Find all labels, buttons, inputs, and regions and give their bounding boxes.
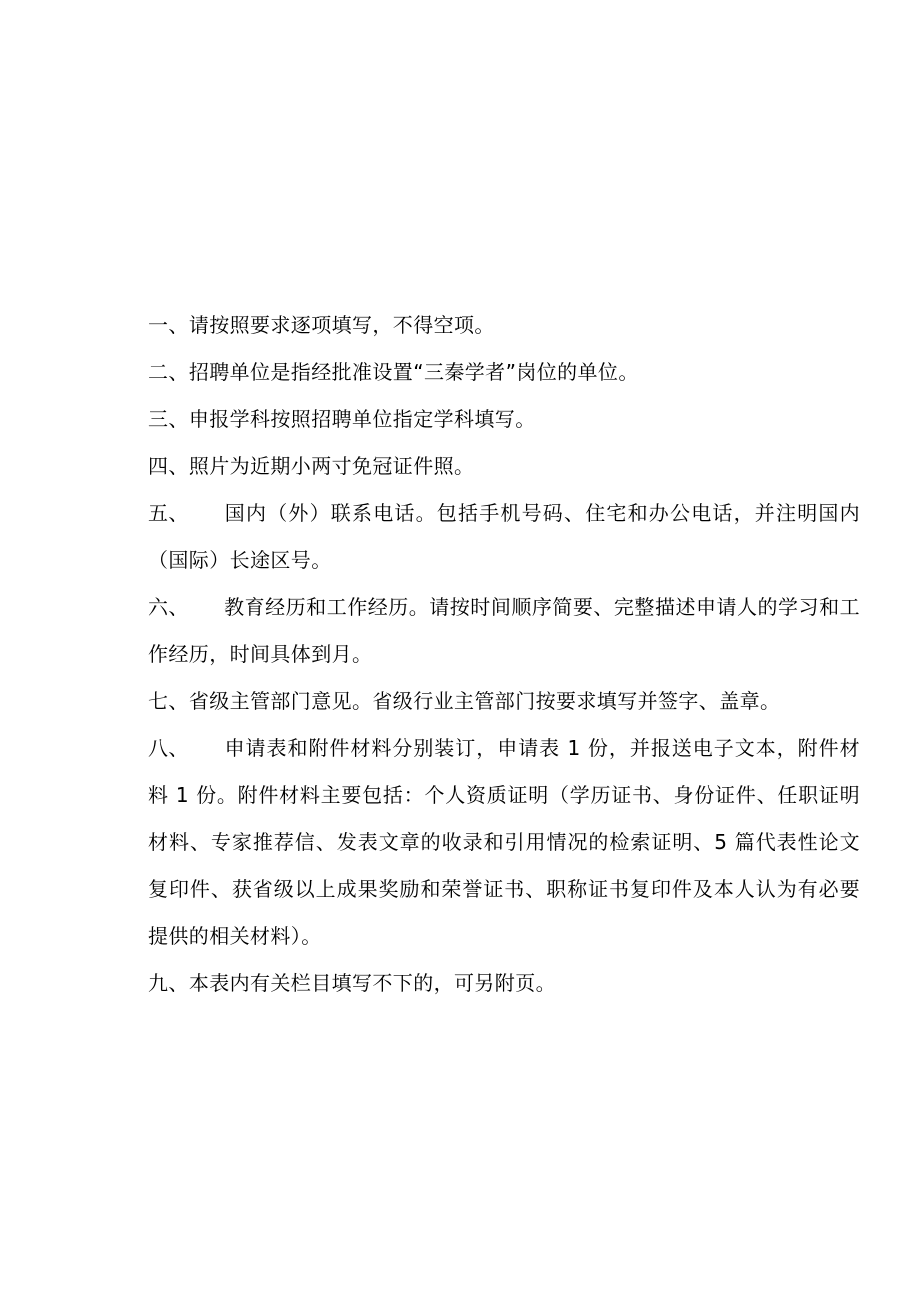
instruction-item-3: [148, 396, 860, 443]
instruction-item-8: [148, 725, 860, 960]
instruction-text: 招聘单位是指经批准设置“三秦学者”岗位的单位。: [188, 360, 639, 384]
instruction-item-6: [148, 584, 860, 678]
instruction-text: 请按照要求逐项填写，不得空项。: [188, 313, 495, 337]
instruction-number: 七、: [148, 689, 189, 713]
instruction-number: 九、: [148, 971, 189, 995]
instruction-number: 一、: [148, 313, 189, 337]
instruction-item-2: [148, 349, 860, 396]
instruction-number: 八、: [148, 736, 189, 760]
instruction-number: 二、: [148, 360, 189, 384]
instruction-item-7: [148, 678, 860, 725]
instruction-item-4: [148, 443, 860, 490]
instruction-number: 三、: [148, 407, 189, 431]
instruction-item-1: [148, 302, 860, 349]
instructions-list: [148, 302, 860, 1007]
instruction-number: 五、: [148, 501, 189, 525]
instruction-text: 省级主管部门意见。省级行业主管部门按要求填写并签字、盖章。: [188, 689, 781, 713]
instruction-text: 教育经历和工作经历。请按时间顺序简要、完整描述申请人的学习和工作经历，时间具体到月。: [148, 595, 860, 666]
instruction-item-9: [148, 960, 860, 1007]
instruction-text: 照片为近期小两寸免冠证件照。: [188, 454, 475, 478]
instruction-text: 国内（外）联系电话。包括手机号码、住宅和办公电话，并注明国内（国际）长途区号。: [148, 501, 860, 572]
instruction-number: 六、: [148, 595, 189, 619]
instruction-text: 申报学科按照招聘单位指定学科填写。: [188, 407, 536, 431]
instruction-text: 申请表和附件材料分别装订，申请表 1 份，并报送电子文本，附件材料 1 份。附件材料主要包括：个人资质证明（学历证书、身份证件、任职证明材料、专家推荐信、发表文章的收录和引用情况的检索证明、5 篇代表性论文复印件、获省级以上成果奖励和荣誉证书、职称证书复印件及本人认为有必要提供的相关材料）。: [148, 736, 860, 948]
instruction-item-5: [148, 490, 860, 584]
instruction-number: 四、: [148, 454, 189, 478]
instruction-text: 本表内有关栏目填写不下的，可另附页。: [188, 971, 557, 995]
